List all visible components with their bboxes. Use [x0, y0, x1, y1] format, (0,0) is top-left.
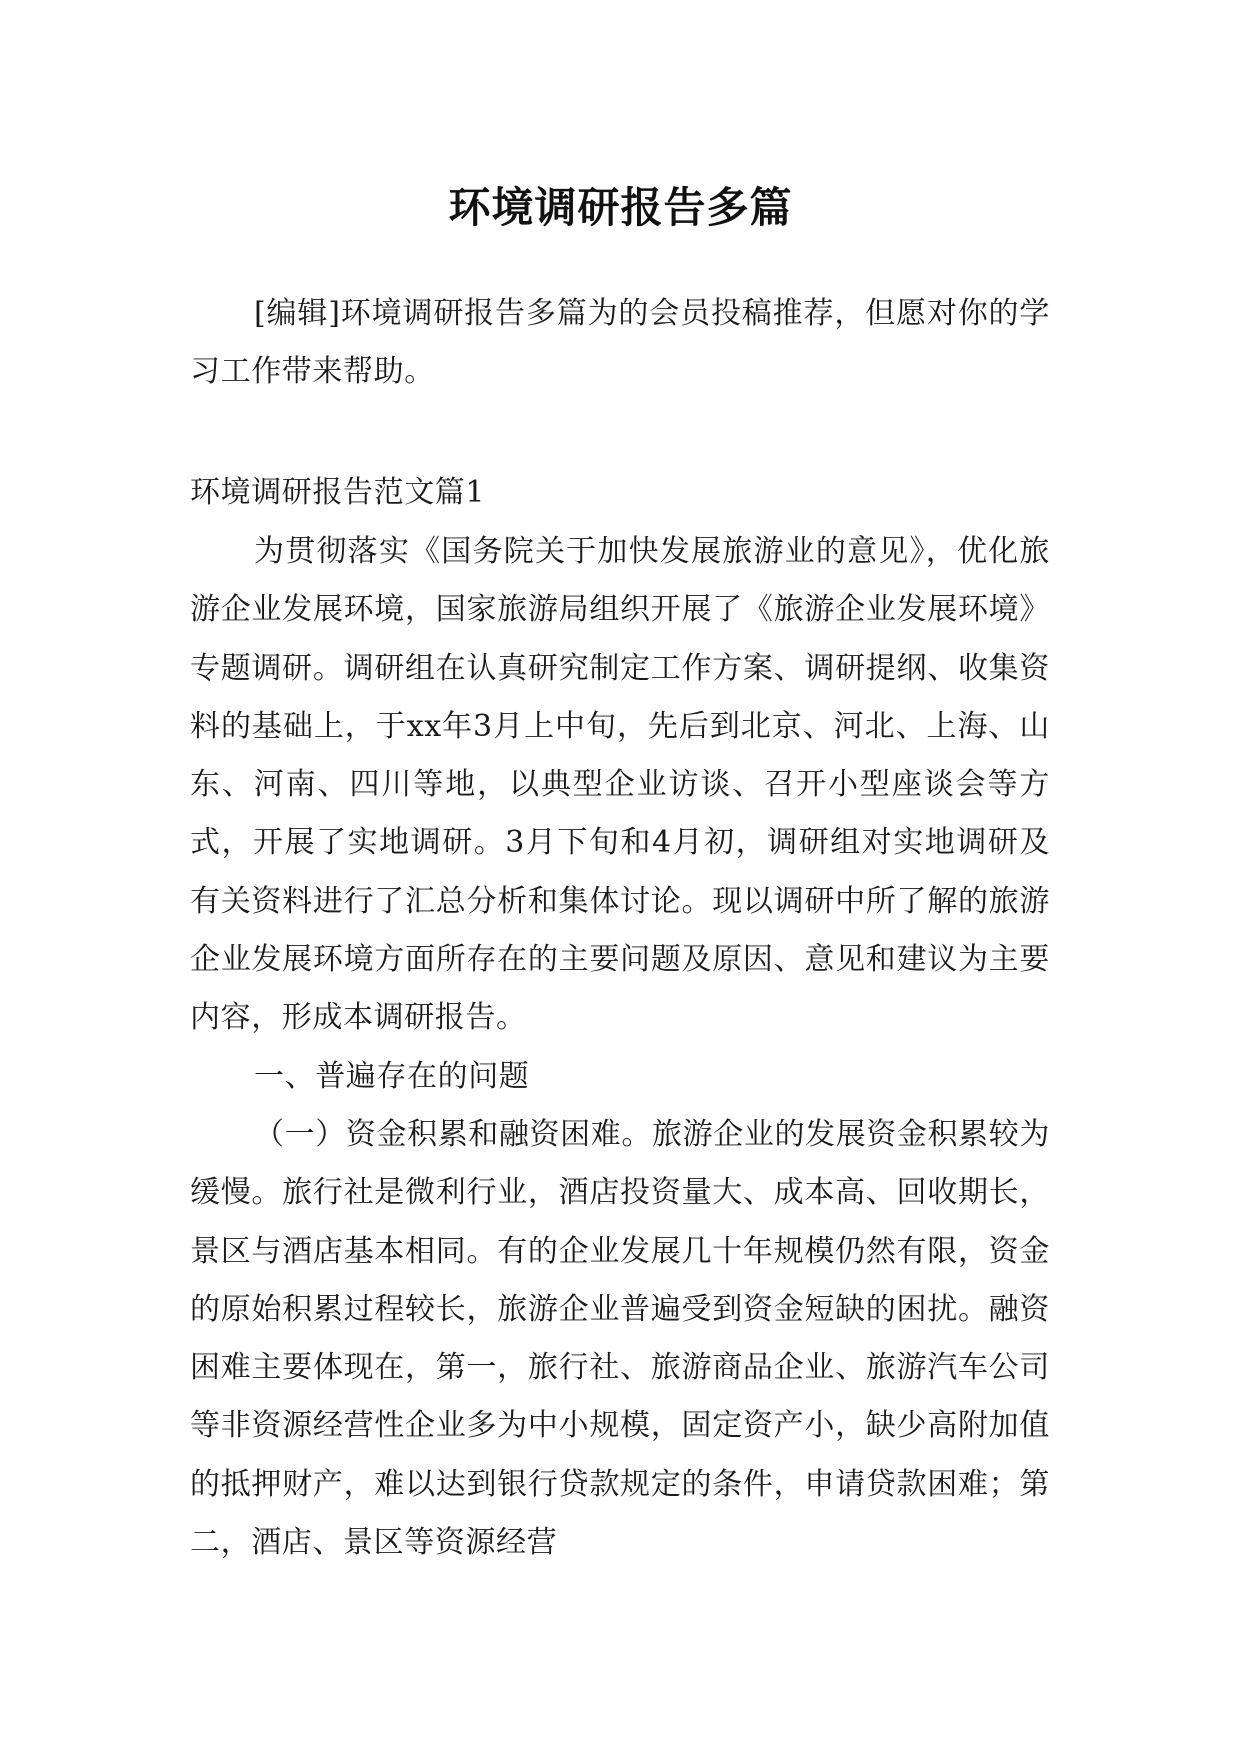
subheading: 一、普遍存在的问题	[254, 1058, 530, 1094]
article-body	[190, 523, 1050, 1572]
paragraph: （一）资金积累和融资困难。旅游企业的发展资金积累较为缓慢。旅行社是微利行业，酒店投资量大、成本高、回收期长，景区与酒店基本相同。有的企业发展几十年规模仍然有限，资金的原始积累过程较长，旅游企业普遍受到资金短缺的困扰。融资困难主要体现在，第一，旅行社、旅游商品企业、旅游汽车公司等非资源经营性企业多为中小规模，固定资产小，缺少高附加值的抵押财产，难以达到银行贷款规定的条件，申请贷款困难；第二，酒店、景区等资源经营	[190, 1116, 1050, 1561]
paragraph: 为贯彻落实《国务院关于加快发展旅游业的意见》，优化旅游企业发展环境，国家旅游局组织开展了《旅游企业发展环境》专题调研。调研组在认真研究制定工作方案、调研提纲、收集资料的基础上，于xx年3月上中旬，先后到北京、河北、上海、山东、河南、四川等地，以典型企业访谈、召开小型座谈会等方式，开展了实地调研。3月下旬和4月初，调研组对实地调研及有关资料进行了汇总分析和集体讨论。现以调研中所了解的旅游企业发展环境方面所存在的主要问题及原因、意见和建议为主要内容，形成本调研报告。	[190, 534, 1050, 1036]
document-title: 环境调研报告多篇	[448, 183, 793, 233]
intro-paragraph: [编辑]环境调研报告多篇为的会员投稿推荐，但愿对你的学习工作带来帮助。	[190, 296, 1050, 390]
section-heading: 环境调研报告范文篇1	[190, 475, 486, 510]
